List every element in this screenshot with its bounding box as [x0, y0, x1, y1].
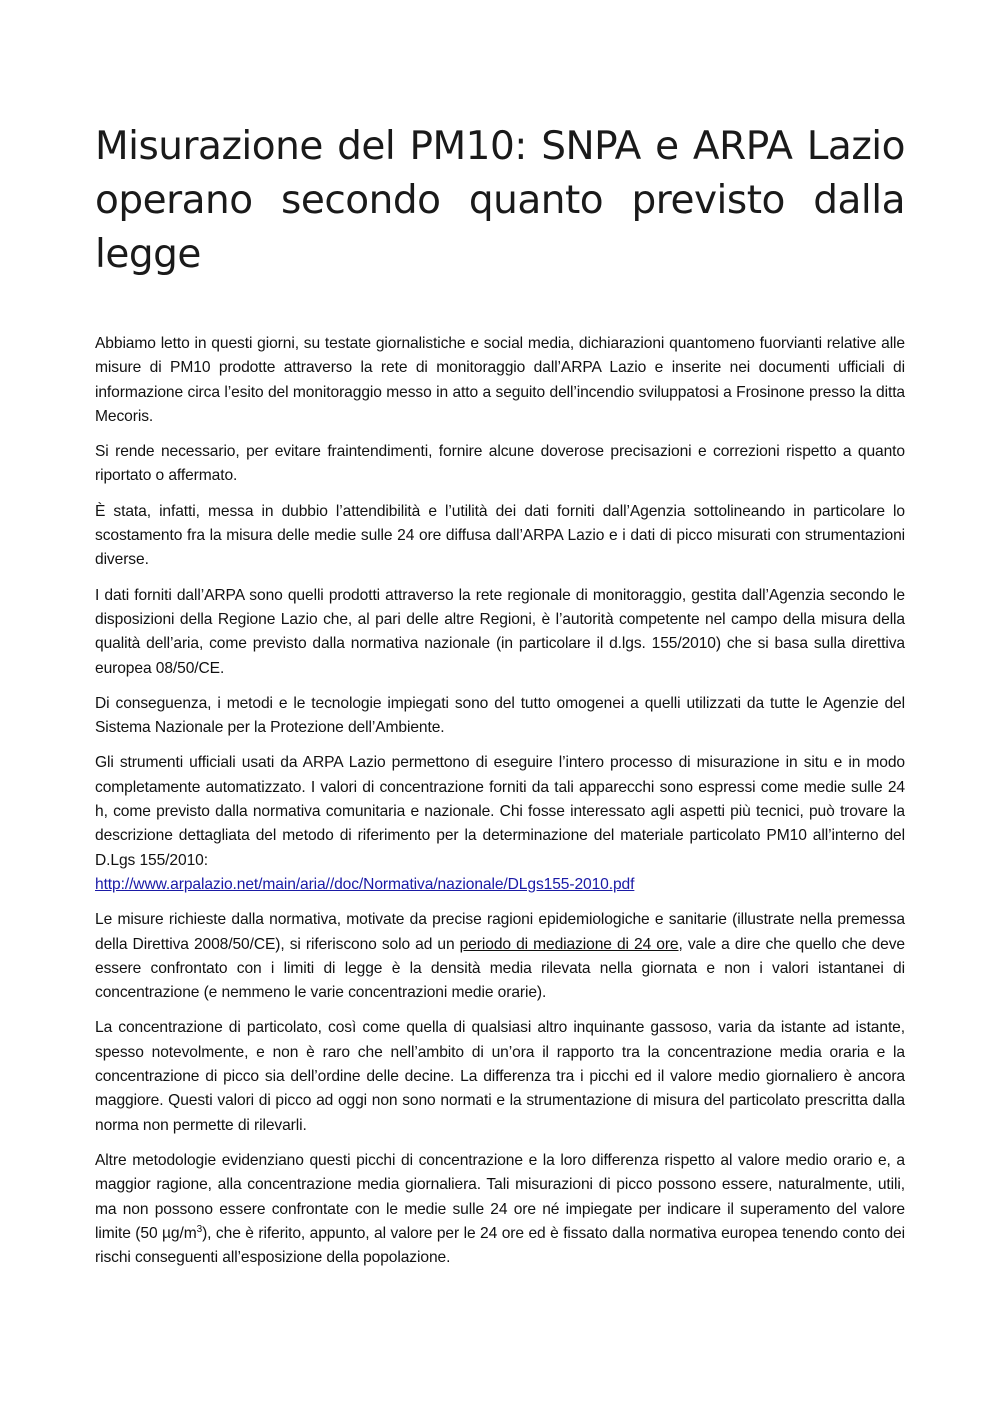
- paragraph-9-text-before: Altre metodologie evidenziano questi picchi di concentrazione e la loro differenza rispetto al valore medio orario e, a maggior ragione, alla concentrazione media giornaliera. Tali misurazioni di picco possono essere, naturalmente, utili, ma non possono essere confrontate con le medie sulle 24 ore né impiegate per indicare il superamento del valore limite (50 µg/m: [95, 1151, 905, 1242]
- paragraph-4: I dati forniti dall’ARPA sono quelli prodotti attraverso la rete regionale di monitoraggio, gestita dall’Agenzia secondo le disposizioni della Regione Lazio che, al pari delle altre Regioni, è l’autorità competente nel campo della misura della qualità dell’aria, come previsto dalla normativa nazionale (in particolare il d.lgs. 155/2010) che si basa sulla direttiva europea 08/50/CE.: [95, 586, 905, 677]
- paragraph-7: [95, 908, 905, 1005]
- paragraph-9-text-after: ), che è riferito, appunto, al valore per le 24 ore ed è fissato dalla normativa europea tenendo conto dei rischi conseguenti all’esposizione della popolazione.: [95, 1224, 905, 1267]
- document-page: [95, 120, 905, 1281]
- normativa-link[interactable]: http://www.arpalazio.net/main/aria//doc/Normativa/nazionale/DLgs155-2010.pdf: [95, 875, 635, 893]
- paragraph-6-text: Gli strumenti ufficiali usati da ARPA Lazio permettono di eseguire l’intero processo di misurazione in situ e in modo completamente automatizzato. I valori di concentrazione forniti da tali apparecchi sono espressi come medie sulle 24 h, come previsto dalla normativa comunitaria e nazionale. Chi fosse interessato agli aspetti più tecnici, può trovare la descrizione dettagliata del metodo di riferimento per la determinazione del materiale particolato PM10 all’interno del D.Lgs 155/2010:: [95, 754, 905, 869]
- paragraph-5: Di conseguenza, i metodi e le tecnologie impiegati sono del tutto omogenei a quelli utilizzati da tutte le Agenzie del Sistema Nazionale per la Protezione dell’Ambiente.: [95, 694, 905, 737]
- paragraph-8: La concentrazione di particolato, così come quella di qualsiasi altro inquinante gassoso, varia da istante ad istante, spesso notevolmente, e non è raro che nell’ambito di un’ora il rapporto tra la concentrazione media oraria e la concentrazione di picco sia dell’ordine delle decine. La differenza tra i picchi ed il valore medio giornaliero è ancora maggiore. Questi valori di picco ad oggi non sono normati e la strumentazione di misura del particolato prescritta dalla norma non permette di rilevarli.: [95, 1019, 905, 1134]
- paragraph-7-text-after: , vale a dire che quello che deve essere confrontato con i limiti di legge è la densità media rilevata nella giornata e non i valori istantanei di concentrazione (e nemmeno le varie concentrazioni medie orarie).: [95, 935, 905, 1002]
- paragraph-7-text-before: Le misure richieste dalla normativa, motivate da precise ragioni epidemiologiche e sanitarie (illustrate nella premessa della Direttiva 2008/50/CE), si riferiscono solo ad un: [95, 911, 905, 953]
- paragraph-9: [95, 1149, 905, 1270]
- paragraph-1: Abbiamo letto in questi giorni, su testate giornalistiche e social media, dichiarazioni quantomeno fuorvianti relative alle misure di PM10 prodotte attraverso la rete di monitoraggio dall’ARPA Lazio e inserite nei documenti ufficiali di informazione circa l’esito del monitoraggio messo in atto a seguito dell’incendio sviluppatosi a Frosinone presso la ditta Mecoris.: [95, 335, 905, 425]
- paragraph-9-superscript: 3: [196, 1223, 203, 1235]
- paragraph-2: Si rende necessario, per evitare fraintendimenti, fornire alcune doverose precisazioni e correzioni rispetto a quanto riportato o affermato.: [95, 443, 905, 485]
- paragraph-7-underlined: periodo di mediazione di 24 ore: [459, 935, 679, 953]
- paragraph-6: [95, 751, 905, 897]
- document-title: Misurazione del PM10: SNPA e ARPA Lazio operano secondo quanto previsto dalla legge: [95, 124, 905, 277]
- paragraph-3: È stata, infatti, messa in dubbio l’attendibilità e l’utilità dei dati forniti dall’Agenzia sottolineando in particolare lo scostamento fra la misura delle medie sulle 24 ore diffusa dall’ARPA Lazio e i dati di picco misurati con strumentazioni diverse.: [95, 502, 905, 569]
